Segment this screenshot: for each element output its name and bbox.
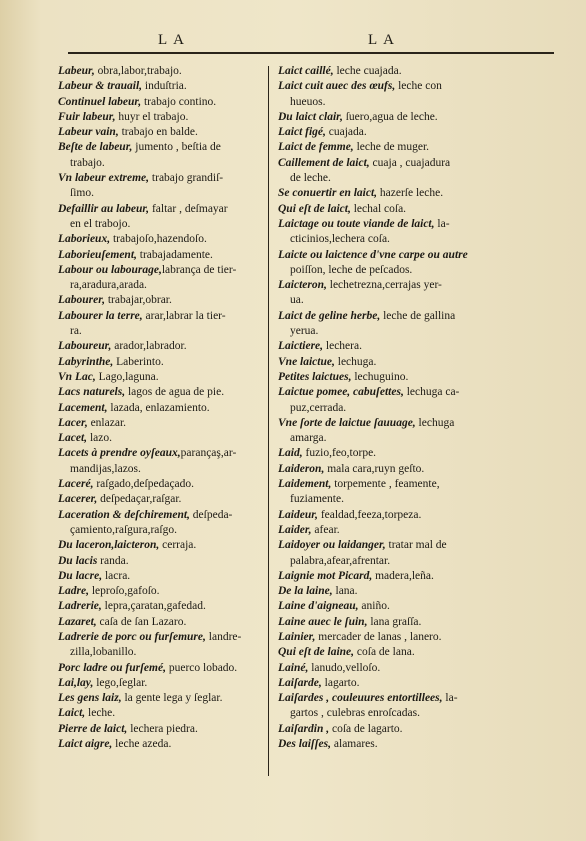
dictionary-entry [278, 355, 483, 370]
entry-headword: Labourer, [58, 294, 105, 307]
dictionary-entry [278, 125, 483, 140]
dictionary-entry [58, 232, 263, 247]
entry-definition: randa. [97, 554, 129, 567]
dictionary-entry [278, 339, 483, 354]
entry-definition: cuajada. [325, 126, 367, 139]
entry-headword: Petites laictues, [278, 370, 352, 383]
dictionary-entry [278, 584, 483, 599]
dictionary-entry [278, 477, 483, 508]
dictionary-entry [278, 217, 483, 248]
dictionary-entry [58, 554, 263, 569]
entry-headword: Vn labeur extreme, [58, 172, 150, 185]
dictionary-entry [278, 309, 483, 340]
entry-headword: Laceration & deſchirement, [58, 508, 190, 521]
dictionary-entry [58, 140, 263, 171]
entry-headword: Lacer, [58, 416, 88, 429]
entry-headword: Laignie mot Picard, [278, 569, 373, 582]
entry-definition: induſtria. [142, 80, 187, 93]
entry-headword: Ladrerie, [58, 600, 102, 613]
dictionary-entry [278, 186, 483, 201]
entry-definition: leche. [85, 707, 116, 720]
dictionary-entry [278, 156, 483, 187]
entry-definition: trabajo contino. [141, 95, 217, 108]
left-column [58, 64, 263, 752]
entry-definition: lagos de agua de pie. [125, 386, 225, 399]
entry-continuation: yerua. [290, 325, 319, 338]
dictionary-entry [58, 263, 263, 294]
entry-definition: leche de muger. [353, 141, 430, 154]
entry-definition: lanudo,velloſo. [308, 661, 381, 674]
dictionary-entry [278, 538, 483, 569]
entry-definition: lagarto. [321, 676, 360, 689]
entry-headword: Se conuertir en laict, [278, 187, 378, 200]
dictionary-entry [58, 584, 263, 599]
entry-definition: lechuga [415, 416, 455, 429]
entry-headword: Labour ou labourage, [58, 263, 162, 276]
entry-definition: trabajar,obrar. [104, 294, 172, 307]
entry-continuation: cticinios,lechera coſa. [290, 233, 390, 246]
entry-definition: trabajo en balde. [118, 126, 198, 139]
entry-headword: Laictue pomee, cabuſettes, [278, 386, 404, 399]
entry-definition: Lago,laguna. [95, 370, 159, 383]
entry-headword: Lacet, [58, 432, 88, 445]
entry-headword: Laid, [278, 447, 303, 460]
entry-continuation: hueuos. [290, 95, 326, 108]
entry-headword: Ladrerie de porc ou furſemure, [58, 630, 206, 643]
entry-headword: Laider, [278, 523, 312, 536]
entry-definition: caſa de ſan Lazaro. [96, 615, 187, 628]
entry-continuation: ua. [290, 294, 304, 307]
entry-definition: lazo. [87, 432, 112, 445]
entry-definition: coſa de lagarto. [329, 722, 403, 735]
entry-definition: la gente lega y ſeglar. [121, 692, 223, 705]
entry-definition: lechal coſa. [350, 202, 407, 215]
dictionary-entry [278, 140, 483, 155]
entry-definition: coſa de lana. [354, 646, 415, 659]
dictionary-entry [278, 645, 483, 660]
entry-headword: Laict, [58, 707, 86, 720]
dictionary-entry [58, 355, 263, 370]
entry-headword: Lacs naturels, [58, 386, 126, 399]
dictionary-entry [58, 171, 263, 202]
dictionary-entry [58, 385, 263, 400]
dictionary-entry [58, 339, 263, 354]
dictionary-entry [278, 79, 483, 110]
entry-headword: Vne ſorte de laictue ſauuage, [278, 416, 416, 429]
dictionary-entry [58, 416, 263, 431]
dictionary-entry [278, 523, 483, 538]
entry-definition: puerco lobado. [165, 661, 238, 674]
entry-continuation: ſimo. [70, 187, 94, 200]
entry-continuation: puz,cerrada. [290, 401, 347, 414]
entry-definition: aniño. [358, 600, 390, 613]
dictionary-entry [278, 446, 483, 461]
entry-definition: lechuga. [334, 355, 377, 368]
entry-headword: Labourer la terre, [58, 309, 143, 322]
dictionary-entry [58, 79, 263, 94]
entry-headword: Ladre, [58, 585, 89, 598]
entry-headword: Lazaret, [58, 615, 97, 628]
entry-headword: Fuir labeur, [58, 110, 116, 123]
entry-headword: Laborieux, [58, 233, 111, 246]
entry-continuation: mandijas,lazos. [70, 462, 141, 475]
entry-headword: Lacerer, [58, 493, 98, 506]
entry-headword: De la laine, [278, 585, 333, 598]
entry-headword: Laiſardin , [278, 722, 330, 735]
entry-headword: Labeur, [58, 65, 95, 77]
entry-definition: deſpedaçar,raſgar. [97, 493, 182, 506]
dictionary-entry [58, 599, 263, 614]
entry-definition: alamares. [331, 738, 378, 751]
entry-headword: Labeur & trauail, [58, 80, 143, 93]
entry-definition: arar,labrar la tier- [142, 309, 226, 322]
dictionary-entry [278, 110, 483, 125]
entry-continuation: poiſſon, leche de peſcados. [290, 263, 413, 276]
dictionary-entry [278, 416, 483, 447]
entry-definition: trabajadamente. [136, 248, 213, 261]
entry-definition: lana. [332, 585, 358, 598]
entry-headword: Laine auec le ſuin, [278, 615, 368, 628]
entry-definition: faltar , deſmayar [149, 202, 228, 215]
dictionary-entry [278, 615, 483, 630]
entry-headword: Laidoyer ou laidanger, [278, 539, 386, 552]
entry-definition: lechetrezna,cerrajas yer- [326, 279, 442, 292]
dictionary-entry [278, 630, 483, 645]
entry-definition: lego,ſeglar. [93, 676, 148, 689]
entry-definition: jumento , beſtia de [132, 141, 221, 154]
entry-headword: Defaillir au labeur, [58, 202, 150, 215]
entry-definition: Laberinto. [113, 355, 164, 368]
entry-continuation: zilla,lobanillo. [70, 646, 137, 659]
entry-headword: Du lacis [58, 554, 98, 567]
entry-headword: Lai,lay, [58, 676, 94, 689]
entry-headword: Labeur vain, [58, 126, 119, 139]
entry-headword: Laict de geline herbe, [278, 309, 381, 322]
entry-definition: arador,labrador. [111, 340, 187, 353]
dictionary-entry [58, 630, 263, 661]
entry-headword: Laicteron, [278, 279, 327, 292]
entry-definition: lacra. [102, 569, 131, 582]
entry-continuation: trabajo. [70, 156, 105, 169]
entry-headword: Laict cuit auec des œufs, [278, 80, 396, 93]
dictionary-entry [278, 64, 483, 79]
entry-definition: raſgado,deſpedaçado. [93, 478, 195, 491]
entry-definition: leche azeda. [112, 738, 172, 751]
dictionary-entry [278, 722, 483, 737]
entry-definition: leche cuajada. [333, 65, 402, 77]
dictionary-entry [58, 538, 263, 553]
entry-headword: Pierre de laict, [58, 722, 128, 735]
dictionary-entry [58, 569, 263, 584]
entry-headword: Laceré, [58, 478, 94, 491]
right-column [278, 64, 483, 752]
dictionary-entry [278, 676, 483, 691]
entry-definition: deſpeda- [189, 508, 233, 521]
running-header [68, 30, 554, 54]
entry-definition: fealdad,feeza,torpeza. [317, 508, 422, 521]
entry-definition: leche con [395, 80, 442, 93]
entry-definition: lechuguino. [351, 370, 409, 383]
dictionary-entry [58, 401, 263, 416]
dictionary-entry [58, 64, 263, 79]
entry-headword: Des laiſſes, [278, 738, 332, 751]
entry-headword: Du lacre, [58, 569, 103, 582]
entry-headword: Beſte de labeur, [58, 141, 133, 154]
dictionary-entry [58, 676, 263, 691]
dictionary-entry [278, 202, 483, 217]
entry-definition: hazerſe leche. [377, 187, 444, 200]
entry-definition: labrança de tier- [161, 263, 237, 276]
dictionary-entry [58, 508, 263, 539]
dictionary-entry [58, 691, 263, 706]
entry-headword: Laboureur, [58, 340, 112, 353]
header-left: LA [158, 32, 190, 48]
entry-headword: Laict caillé, [278, 65, 334, 77]
dictionary-entry [58, 446, 263, 477]
entry-headword: Laict aigre, [58, 738, 113, 751]
entry-headword: Laict figé, [278, 126, 326, 139]
entry-definition: lechera piedra. [127, 722, 198, 735]
entry-headword: Porc ladre ou furſemé, [58, 661, 166, 674]
dictionary-entry [58, 309, 263, 340]
entry-definition: tratar mal de [385, 539, 447, 552]
entry-definition: enlazar. [87, 416, 127, 429]
dictionary-entry [58, 661, 263, 676]
entry-definition: landre- [205, 630, 242, 643]
header-right: LA [368, 32, 400, 48]
dictionary-entry [58, 737, 263, 752]
entry-definition: afear. [311, 523, 340, 536]
dictionary-entry [278, 599, 483, 614]
entry-headword: Labyrinthe, [58, 355, 114, 368]
entry-headword: Laideur, [278, 508, 318, 521]
entry-headword: Lainé, [278, 661, 309, 674]
entry-continuation: de leche. [290, 172, 331, 185]
dictionary-entry [58, 95, 263, 110]
entry-definition: huyr el trabajo. [115, 110, 189, 123]
entry-headword: Laict de femme, [278, 141, 354, 154]
dictionary-entry [58, 370, 263, 385]
entry-definition: lechera. [323, 340, 362, 353]
dictionary-entry [278, 661, 483, 676]
entry-continuation: palabra,afear,afrentar. [290, 554, 391, 567]
entry-headword: Lacets à prendre oyſeaux, [58, 447, 181, 460]
entry-continuation: fuziamente. [290, 493, 344, 506]
dictionary-entry [278, 462, 483, 477]
dictionary-entry [278, 508, 483, 523]
dictionary-entry [278, 370, 483, 385]
entry-definition: cerraja. [159, 539, 197, 552]
entry-headword: Laiſardes , couleuures entortillees, [278, 692, 443, 705]
entry-definition: leche de gallina [380, 309, 456, 322]
dictionary-entry [278, 569, 483, 584]
entry-headword: Lacement, [58, 401, 108, 414]
dictionary-entry [278, 737, 483, 752]
entry-headword: Qui eſt de laict, [278, 202, 351, 215]
entry-definition: leproſo,gafoſo. [88, 585, 160, 598]
dictionary-entry [278, 385, 483, 416]
entry-headword: Laicte ou laictence d'vne carpe ou autre [278, 248, 468, 261]
entry-continuation: çamiento,raſgura,raſgo. [70, 523, 177, 536]
dictionary-entry [58, 706, 263, 721]
entry-headword: Qui eſt de laine, [278, 646, 355, 659]
entry-headword: Vn Lac, [58, 370, 96, 383]
entry-definition: parançaş,ar- [180, 447, 237, 460]
column-divider [268, 66, 269, 776]
dictionary-entry [58, 248, 263, 263]
entry-continuation: en el trabojo. [70, 217, 131, 230]
entry-definition: fuzio,feo,torpe. [302, 447, 377, 460]
entry-definition: la- [442, 692, 458, 705]
entry-definition: obra,labor,trabajo. [94, 65, 182, 77]
entry-headword: Laictage ou toute viande de laict, [278, 217, 435, 230]
entry-definition: lana graſſa. [367, 615, 422, 628]
dictionary-entry [58, 477, 263, 492]
entry-continuation: amarga. [290, 432, 327, 445]
entry-headword: Lainier, [278, 630, 316, 643]
entry-headword: Vne laictue, [278, 355, 335, 368]
dictionary-entry [58, 492, 263, 507]
entry-continuation: ra,aradura,arada. [70, 279, 147, 292]
entry-definition: mala cara,ruyn geſto. [324, 462, 425, 475]
entry-continuation: gartos , culebras enroſcadas. [290, 707, 420, 720]
entry-definition: torpemente , feamente, [331, 478, 440, 491]
dictionary-entry [278, 691, 483, 722]
entry-definition: trabajo grandiſ- [149, 172, 224, 185]
entry-continuation: ra. [70, 325, 82, 338]
entry-headword: Laidement, [278, 478, 332, 491]
dictionary-entry [58, 202, 263, 233]
dictionary-entry [58, 431, 263, 446]
dictionary-entry [278, 278, 483, 309]
entry-headword: Continuel labeur, [58, 95, 142, 108]
entry-headword: Laiſarde, [278, 676, 322, 689]
entry-definition: trabajoſo,hazendoſo. [110, 233, 207, 246]
entry-definition: la- [434, 217, 450, 230]
dictionary-entry [58, 125, 263, 140]
entry-headword: Du laict clair, [278, 110, 343, 123]
entry-headword: Laictiere, [278, 340, 324, 353]
entry-definition: madera,leña. [372, 569, 434, 582]
entry-definition: lepra,çaratan,gafedad. [101, 600, 206, 613]
entry-definition: ſuero,agua de leche. [342, 110, 438, 123]
entry-headword: Laideron, [278, 462, 325, 475]
dictionary-entry [58, 293, 263, 308]
dictionary-entry [58, 615, 263, 630]
entry-headword: Laborieuſement, [58, 248, 137, 261]
entry-definition: cuaja , cuajadura [369, 156, 451, 169]
dictionary-entry [278, 248, 483, 279]
header-rule [68, 52, 554, 54]
dictionary-entry [58, 110, 263, 125]
dictionary-entry [58, 722, 263, 737]
entry-headword: Du laceron,laicteron, [58, 539, 160, 552]
entry-definition: lazada, enlazamiento. [107, 401, 210, 414]
entry-definition: mercader de lanas , lanero. [315, 630, 442, 643]
entry-headword: Laine d'aigneau, [278, 600, 359, 613]
entry-headword: Les gens laiz, [58, 692, 122, 705]
entry-definition: lechuga ca- [403, 386, 460, 399]
entry-headword: Caillement de laict, [278, 156, 370, 169]
